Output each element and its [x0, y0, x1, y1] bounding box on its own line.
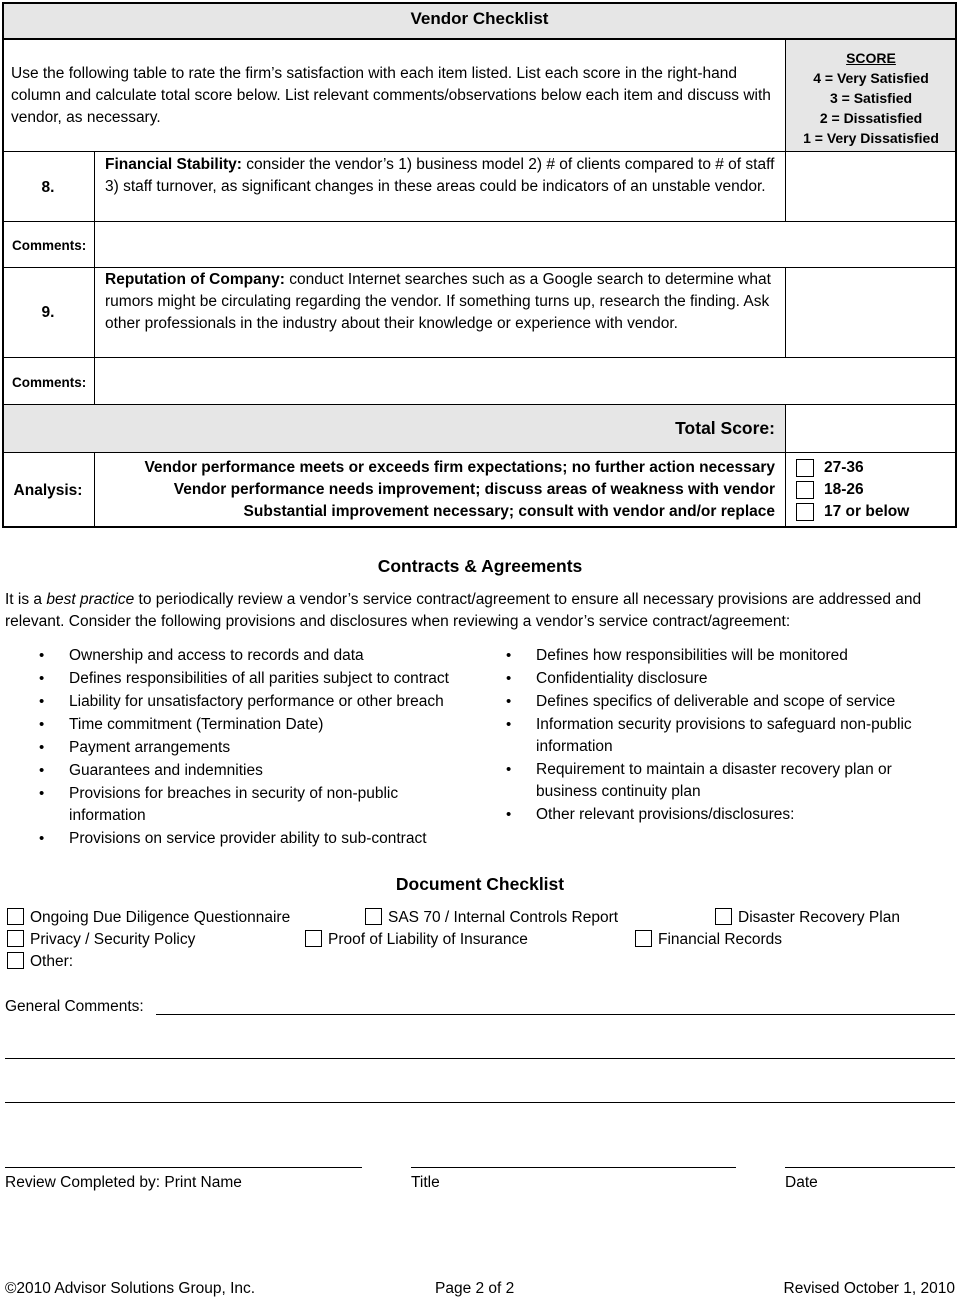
list-item: • Defines responsibilities of all parities subject to contract	[35, 668, 495, 690]
doc-check-item[interactable]	[7, 907, 290, 929]
doc-check-item[interactable]	[7, 951, 73, 973]
analysis-row-text: Vendor performance needs improvement; discuss areas of weakness with vendor	[173, 481, 775, 498]
doc-check-label: Disaster Recovery Plan	[738, 909, 900, 926]
list-item: • Information security provisions to safeguard non-public information	[502, 714, 952, 758]
general-comments-line[interactable]	[5, 1102, 955, 1103]
doc-check-label: Privacy / Security Policy	[30, 931, 196, 948]
contracts-list-right	[502, 645, 952, 827]
table-border-bottom	[2, 526, 957, 528]
item-description	[105, 269, 785, 335]
analysis-label: Analysis:	[13, 482, 83, 499]
item-text: conduct Internet searches such as a Google search to determine what rumors might be circulating regarding the vendor. If something turns up, research the finding. Ask other professionals in the industry about their knowledge or experience with vendor.	[105, 271, 771, 332]
table-rule	[2, 267, 957, 268]
date-line[interactable]	[785, 1167, 955, 1168]
score-legend-line: 2 = Dissatisfied	[819, 110, 923, 126]
list-item: • Provisions for breaches in security of non-public information	[35, 783, 455, 827]
doc-check-item[interactable]	[7, 929, 195, 951]
analysis-checkbox[interactable]	[796, 503, 814, 521]
table-rule	[2, 221, 957, 222]
doc-check-item[interactable]	[635, 929, 782, 951]
score-legend-heading: SCORE	[846, 50, 896, 66]
contracts-list-left	[35, 645, 495, 851]
intro-text: to periodically review a vendor’s service contract/agreement to ensure all necessary provisions are addressed and relevant. Consider the following provisions and disclosures when reviewing a vendor’s service contract/agreement:	[5, 591, 922, 630]
item-number: 9.	[41, 304, 55, 321]
list-item: • Provisions on service provider ability to sub-contract	[35, 828, 495, 850]
comments-label: Comments:	[12, 375, 87, 390]
analysis-row-text: Vendor performance meets or exceeds firm expectations; no further action necessary	[144, 459, 775, 476]
print-name-label: Review Completed by: Print Name	[5, 1174, 242, 1191]
comments-label: Comments:	[12, 238, 87, 253]
doc-check-label: Financial Records	[658, 931, 783, 948]
list-item: • Guarantees and indemnities	[35, 760, 495, 782]
score-legend-line: 4 = Very Satisfied	[813, 70, 929, 86]
analysis-range: 17 or below	[824, 503, 910, 520]
list-item: • Payment arrangements	[35, 737, 495, 759]
table-rule	[2, 452, 957, 453]
doc-check-label: Other:	[30, 953, 74, 970]
table-col-rule	[785, 404, 786, 526]
footer-revised-date: Revised October 1, 2010	[783, 1280, 955, 1297]
analysis-checkbox[interactable]	[796, 459, 814, 477]
general-comments-line[interactable]	[5, 1058, 955, 1059]
table-border-top	[2, 2, 957, 4]
table-col-rule	[94, 151, 95, 404]
title-line[interactable]	[411, 1167, 736, 1168]
table-rule	[2, 357, 957, 358]
item-text: consider the vendor’s 1) business model 2) # of clients compared to # of staff 3) staff turnover, as significant changes in these areas could be indicators of an unstable vendor.	[105, 156, 775, 195]
doc-checkbox[interactable]	[365, 908, 382, 925]
analysis-checkbox[interactable]	[796, 481, 814, 499]
general-comments-line[interactable]	[156, 1014, 955, 1015]
analysis-rows	[102, 457, 775, 523]
list-item: • Other relevant provisions/disclosures:	[502, 804, 952, 826]
doc-checkbox[interactable]	[305, 930, 322, 947]
list-item: • Liability for unsatisfactory performance or other breach	[35, 691, 495, 713]
doc-check-item[interactable]	[365, 907, 618, 929]
doc-checkbox[interactable]	[635, 930, 652, 947]
table-col-rule	[785, 267, 786, 358]
intro-italic: best practice	[46, 591, 135, 608]
footer-page-number: Page 2 of 2	[435, 1280, 515, 1297]
vendor-checklist-table	[2, 2, 957, 528]
doc-check-item[interactable]	[715, 907, 900, 929]
general-comments-label: General Comments:	[5, 998, 144, 1015]
list-item: • Requirement to maintain a disaster recovery plan or business continuity plan	[502, 759, 922, 803]
table-border-left	[2, 2, 4, 528]
score-legend	[785, 48, 957, 148]
doc-check-item[interactable]	[305, 929, 528, 951]
item-label: Reputation of Company:	[105, 271, 285, 288]
list-item: • Time commitment (Termination Date)	[35, 714, 495, 736]
item-label: Financial Stability:	[105, 156, 242, 173]
table-rule	[2, 404, 957, 405]
total-score-label: Total Score:	[675, 418, 775, 438]
doc-check-label: SAS 70 / Internal Controls Report	[388, 909, 619, 926]
date-label: Date	[785, 1174, 818, 1191]
doc-checkbox[interactable]	[7, 908, 24, 925]
item-description	[105, 154, 785, 198]
document-checklist-title: Document Checklist	[395, 874, 565, 894]
doc-checkbox[interactable]	[715, 908, 732, 925]
analysis-range: 18-26	[824, 481, 864, 498]
checklist-title: Vendor Checklist	[410, 9, 549, 28]
list-item: • Confidentiality disclosure	[502, 668, 952, 690]
doc-checkbox[interactable]	[7, 952, 24, 969]
print-name-line[interactable]	[5, 1167, 362, 1168]
contracts-title: Contracts & Agreements	[377, 556, 583, 576]
table-rule	[2, 38, 957, 40]
checklist-intro: Use the following table to rate the firm’s satisfaction with each item listed. List each score in the right-hand column and calculate total score below. List relevant comments/observations below each item and discuss with vendor, as necessary.	[11, 65, 771, 126]
analysis-row-text: Substantial improvement necessary; consult with vendor and/or replace	[243, 503, 775, 520]
score-legend-line: 1 = Very Dissatisfied	[803, 130, 939, 146]
intro-text: It is a	[5, 591, 47, 608]
table-rule	[2, 151, 957, 152]
doc-check-label: Ongoing Due Diligence Questionnaire	[30, 909, 291, 926]
analysis-range: 27-36	[824, 459, 864, 476]
doc-check-label: Proof of Liability of Insurance	[328, 931, 528, 948]
score-legend-line: 3 = Satisfied	[829, 90, 913, 106]
item-number: 8.	[41, 179, 55, 196]
list-item: • Defines specifics of deliverable and scope of service	[502, 691, 952, 713]
table-col-rule	[94, 452, 95, 527]
list-item: • Ownership and access to records and data	[35, 645, 495, 667]
doc-checkbox[interactable]	[7, 930, 24, 947]
list-item: • Defines how responsibilities will be monitored	[502, 645, 952, 667]
title-label: Title	[411, 1174, 440, 1191]
contracts-intro	[5, 589, 955, 633]
footer-copyright: ©2010 Advisor Solutions Group, Inc.	[5, 1280, 256, 1297]
